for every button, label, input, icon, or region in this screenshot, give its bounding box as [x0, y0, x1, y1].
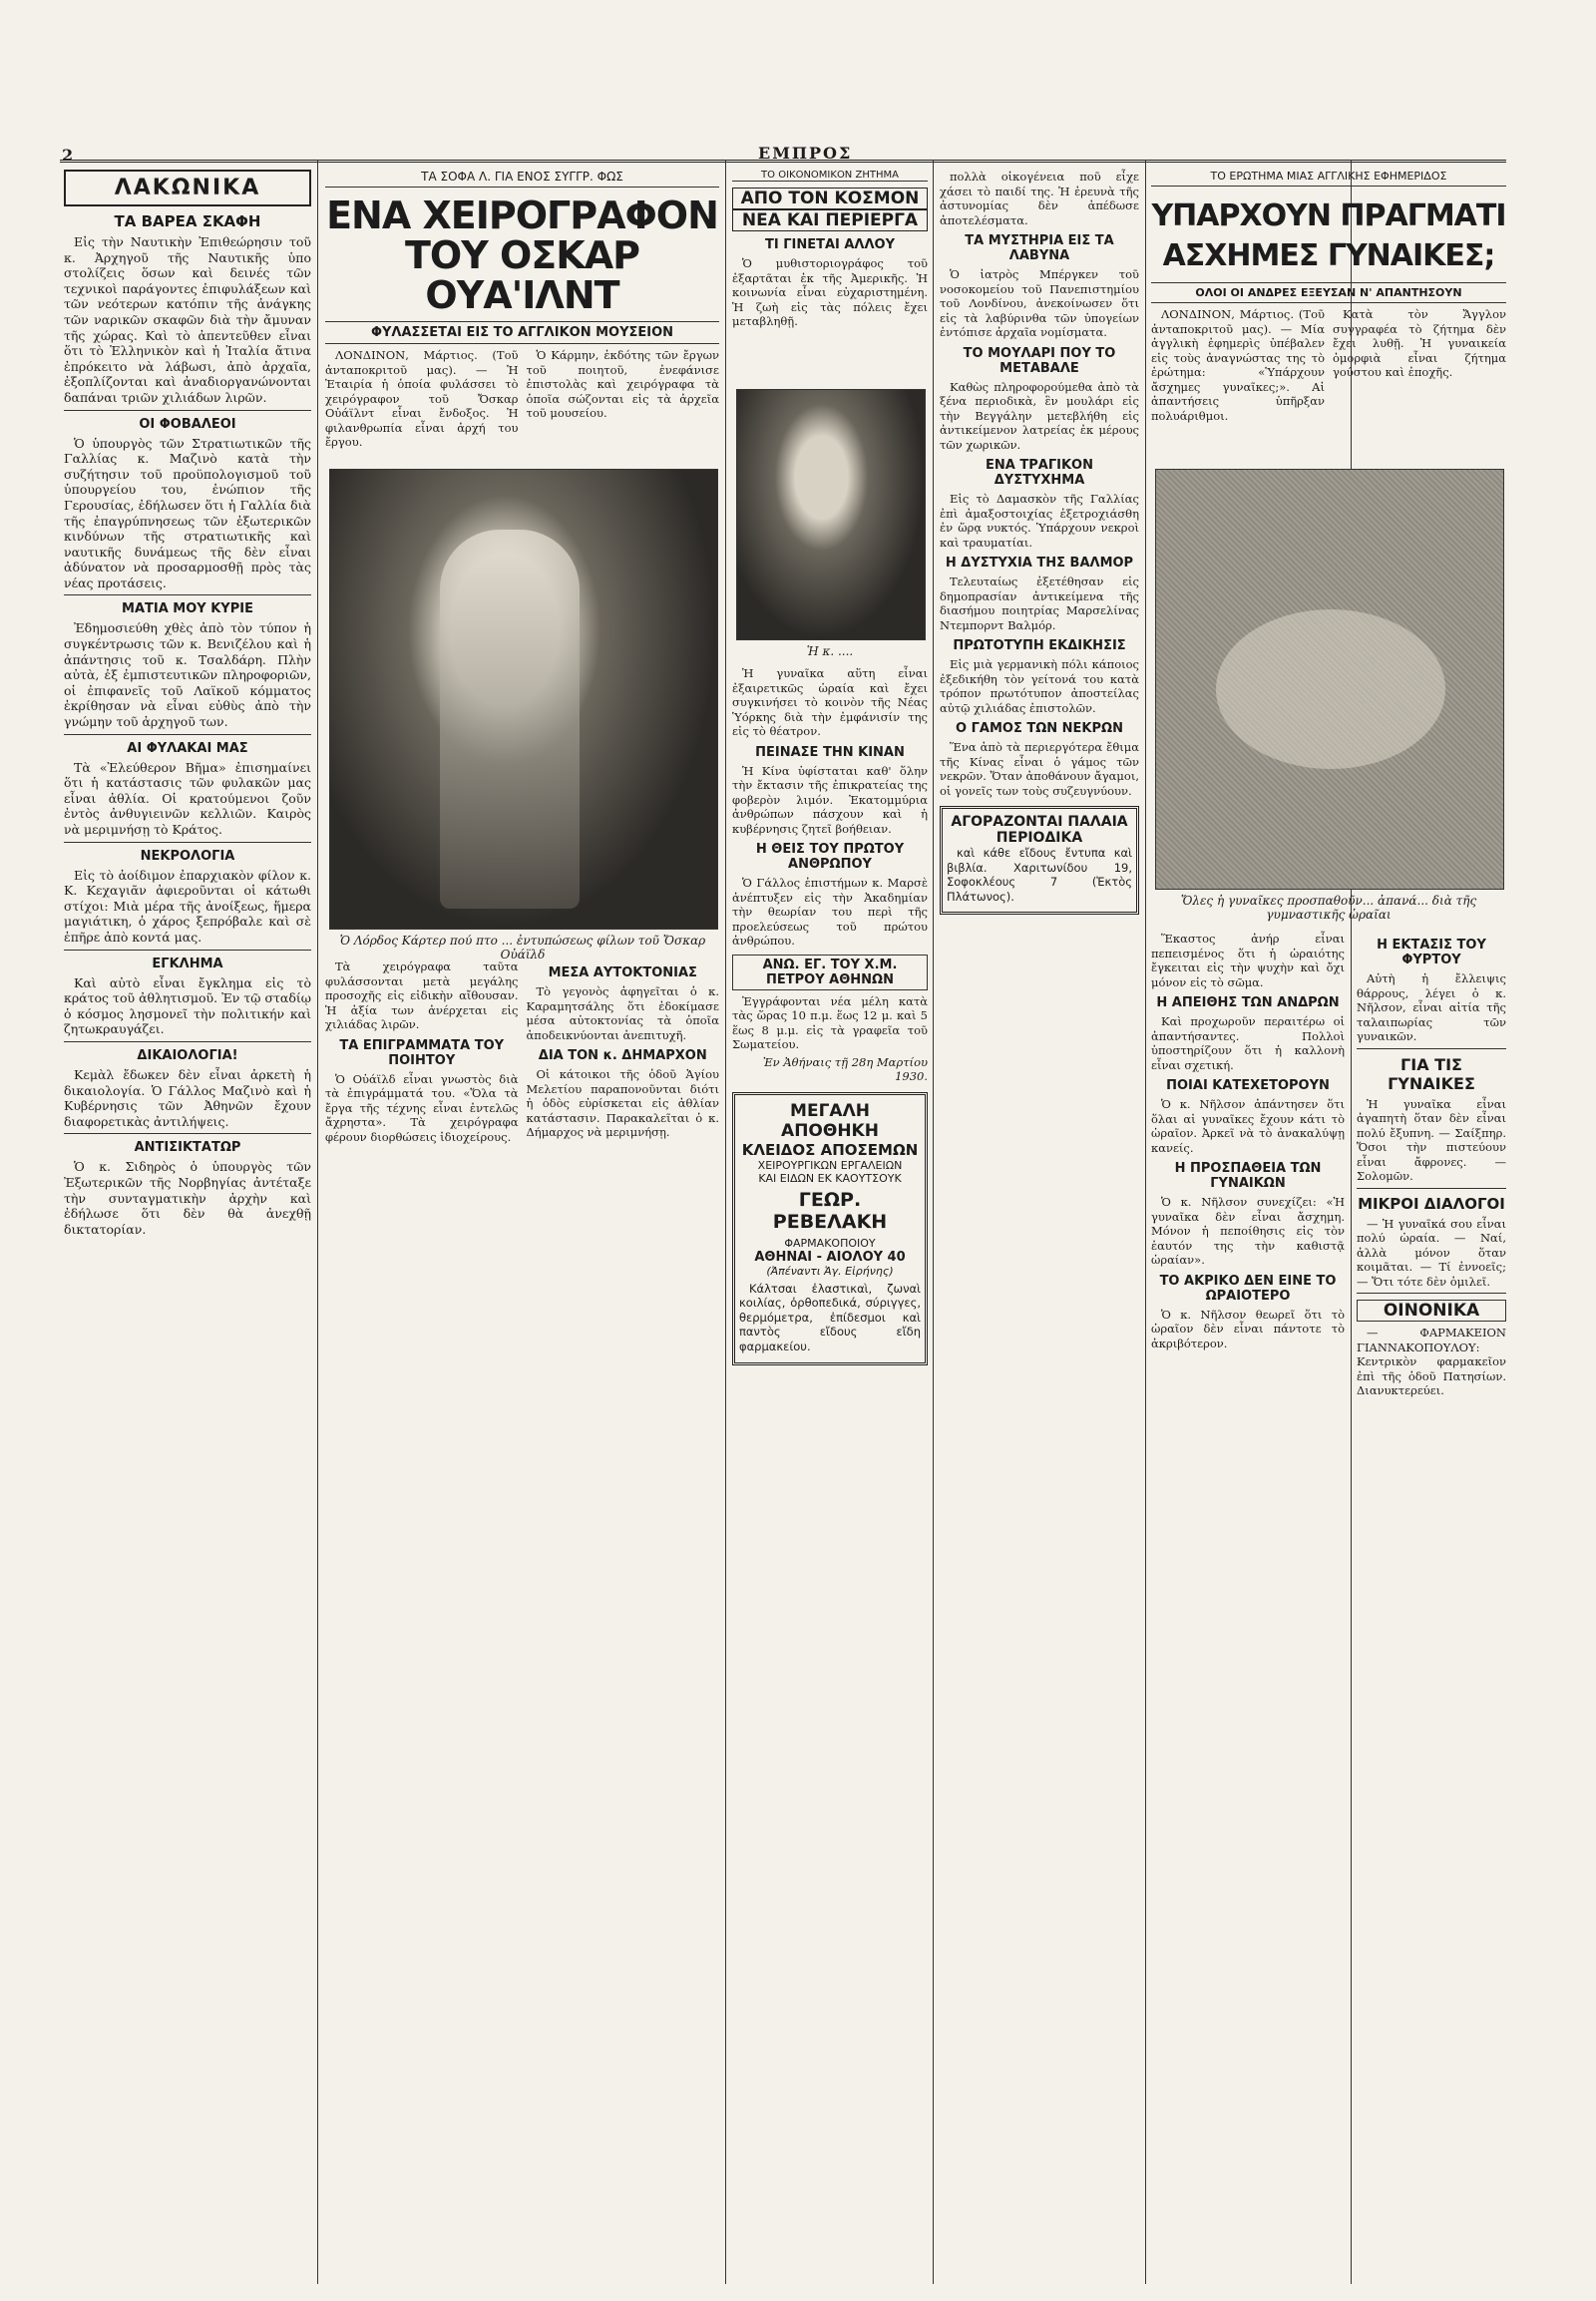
- headline: ΑΠΟ ΤΟΝ ΚΟΣΜΟΝ: [732, 188, 928, 209]
- article-ugly-women: [1151, 170, 1506, 426]
- article-title: ΠΡΩΤΟΤΥΠΗ ΕΚΔΙΚΗΣΙΣ: [953, 638, 1126, 653]
- article-text: ΛΟΝΔΙΝΟΝ, Μάρτιος. (Τοῦ ἀνταποκριτοῦ μας). — Μία ἀγγλικὴ ἐφημερὶς ὑπέβαλεν εἰς τοὺς ἀναγνώστας της τὸ ἐρώτημα: «Ὑπάρχουν ἄσχημες γυναῖκες;». Αἱ ἀπαντήσεις ὑπῆρξαν πολυάριθμοι.: [1151, 307, 1325, 423]
- headline: ΥΠΑΡΧΟΥΝ ΠΡΑΓΜΑΤΙ: [1151, 198, 1506, 233]
- ad-line: ΦΑΡΜΑΚΟΠΟΙΟΥ: [784, 1236, 876, 1250]
- column-rule: [317, 160, 318, 2284]
- article-title: Η ΘΕΙΣ ΤΟΥ ΠΡΩΤΟΥ ΑΝΘΡΩΠΟΥ: [755, 842, 905, 872]
- article-title: ΜΕΣΑ ΑΥΤΟΚΤΟΝΙΑΣ: [548, 965, 697, 980]
- article-title: ΑΝΩ. ΕΓ. ΤΟΥ Χ.Μ. ΠΕΤΡΟΥ ΑΘΗΝΩΝ: [732, 955, 928, 990]
- article-text: ΛΟΝΔΙΝΟΝ, Μάρτιος. (Τοῦ ἀνταποκριτοῦ μας). — Ἡ Ἐταιρία ἡ ὁποία φυλάσσει τὸ χειρόγραφον τοῦ Ὄσκαρ Οὐάϊλντ εἶναι ἔνδοξος. Ἡ φιλανθρωπία εἶναι ἀρχή του ἔργου.: [325, 348, 519, 449]
- column-lakonika: [64, 170, 311, 1240]
- article-text: Ἡ γυναῖκα αὕτη εἶναι ἐξαιρετικῶς ὡραία καὶ ἔχει συγκινήσει τὸ κοινὸν τῆς Νέας Ὑόρκης διὰ τὴν ἐμφάνισίν της εἰς τὸ θέατρον.: [732, 666, 928, 738]
- article-world-news: [732, 170, 928, 332]
- article-text: Ὁ μυθιστοριογράφος τοῦ ἐξαρτᾶται ἐκ τῆς Ἀμερικῆς. Ἡ κοινωνία εἶναι εὐχαριστημένη. Ἡ ζωὴ εἰς τὰς πόλεις ἔχει μεταβληθῇ.: [732, 256, 928, 328]
- ad-line: ΚΑΙ ΕΙΔΩΝ ΕΚ ΚΑΟΥΤΣΟΥΚ: [758, 1171, 902, 1185]
- article-text: Ὁ κ. Σιδηρὸς ὁ ὑπουργὸς τῶν Ἐξωτερικῶν τῆς Νορβηγίας ἀντέταξε τὴν συνταγματικὴν ἀρχὴν καὶ ἐδήλωσε ὅτι δὲν θὰ ἀνεχθῇ δικτατορίαν.: [64, 1159, 311, 1237]
- article-text: Ὁ κ. Νῆλσον θεωρεῖ ὅτι τὸ ὡραῖον δὲν εἶναι πάντοτε τὸ ἀκριβότερον.: [1151, 1307, 1345, 1350]
- column-women-quotes: [1357, 932, 1506, 1401]
- article-text: Ἕνα ἀπὸ τὰ περιεργότερα ἔθιμα τῆς Κίνας εἶναι ὁ γάμος τῶν νεκρῶν. Ὅταν ἀποθάνουν ἄγαμοι, οἱ γονεῖς των τοὺς συζευγνύουν.: [940, 740, 1139, 798]
- masthead-rule: [60, 160, 1506, 163]
- article-text: Ὁ ἰατρὸς Μπέργκεν τοῦ νοσοκομείου τοῦ Πανεπιστημίου τοῦ Λονδίνου, ἀνεκοίνωσεν ὅτι εἰς τὰ λαβύρινθα τῶν ὑπογείων ἐντόπισε ἀρχαῖα νομίσματα.: [940, 267, 1139, 339]
- article-text: Τὰ χειρόγραφα ταῦτα φυλάσσονται μετὰ μεγάλης προσοχῆς εἰς εἰδικὴν αἴθουσαν. Ἡ ἀξία των ἀνέρχεται εἰς χιλιάδας λιρῶν.: [325, 959, 519, 1031]
- article-title: ΤΟ ΑΚΡΙΚΟ ΔΕΝ ΕΙΝΕ ΤΟ ΩΡΑΙΟΤΕΡΟ: [1159, 1273, 1337, 1304]
- ad-note: (Ἀπέναντι Ἁγ. Εἰρήνης): [766, 1264, 894, 1278]
- photo-caption: Ὅλες ἡ γυναῖκες προσπαθοῦν... ἀπανά... διὰ τῆς γυμναστικῆς ὡραῖαι: [1180, 894, 1477, 922]
- article-text: — ΦΑΡΜΑΚΕΙΟΝ ΓΙΑΝΝΑΚΟΠΟΥΛΟΥ: Κεντρικὸν φαρμακεῖον ἐπὶ τῆς ὁδοῦ Πατησίων. Διανυκτερεύει.: [1357, 1326, 1506, 1397]
- article-title: ΜΙΚΡΟΙ ΔΙΑΛΟΓΟΙ: [1358, 1194, 1505, 1213]
- article-world-news-continued: [732, 666, 928, 1365]
- article-kicker: ΤΟ ΕΡΩΤΗΜΑ ΜΙΑΣ ΑΓΓΛΙΚΗΣ ΕΦΗΜΕΡΙΔΟΣ: [1151, 170, 1506, 187]
- photo-woman: [736, 389, 926, 640]
- photo-caption: Ὁ Λόρδος Κάρτερ πού πτο ... ἐντυπώσεως φίλων τοῦ Ὄσκαρ Οὐάϊλδ: [339, 934, 706, 961]
- article-text: Αὐτὴ ἡ ἔλλειψις θάρρους, λέγει ὁ κ. Νῆλσον, εἶναι αἰτία τῆς ταλαιπωρίας τῶν γυναικῶν.: [1357, 971, 1506, 1043]
- section-title: ΛΑΚΩΝΙΚΑ: [64, 170, 311, 206]
- article-text: Ὁ κ. Νῆλσον συνεχίζει: «Ἡ γυναῖκα δὲν εἶναι ἄσχημη. Μόνον ἡ πεποίθησις εἰς τὸν ἑαυτόν της τὴν καθιστᾷ ὡραίαν».: [1151, 1195, 1345, 1267]
- article-title: ΜΑΤΙΑ ΜΟΥ ΚΥΡΙΕ: [122, 601, 253, 617]
- article-text: Ὁ Κάρμην, ἐκδότης τῶν ἔργων τοῦ ποιητοῦ, ἐνεφάνισε ἐπιστολὰς καὶ χειρόγραφα τὰ ὁποῖα σώζονται εἰς τὰ ἀρχεῖα τοῦ μουσείου.: [526, 348, 719, 420]
- ad-text: καὶ κάθε εἴδους ἔντυπα καὶ βιβλία. Χαριτωνίδου 19, Σοφοκλέους 7 (Ἑκτὸς Πλάτωνος).: [947, 846, 1132, 904]
- article-title: Η ΕΚΤΑΣΙΣ ΤΟΥ ΦΥΡΤΟΥ: [1377, 938, 1486, 967]
- article-title: ΟΙΝΟΝΙΚΑ: [1357, 1300, 1506, 1322]
- article-text: Εἰς τὴν Ναυτικὴν Ἐπιθεώρησιν τοῦ κ. Ἀρχηγοῦ τῆς Ναυτικῆς ὑπο στολίζεις ὅσων καὶ δεινές τῶν τεχνικοὶ παράγοντες ἐπιφυλάξεων καὶ τῶν νεότερων κατόπιν τῆς ἀνάγκης τῶν ναρικῶν σκαφῶν διὰ τὴν ἄμυναν τῆς χώρας. Καὶ τὸ ἀπεντεῦθεν εἶναι ὅτι τὸ Ἑλληνικὸν καὶ ἡ Ἰταλία ἄτινα ἐπρόκειτο νὰ λάβωσι, ἀπὸ ἀρχαῖα, ἐξοπλίζονται καὶ ἀναδιοργανώνονται δαπάναι τριῶν χιλιάδων λιρῶν.: [64, 234, 311, 405]
- column-misc-news: [940, 170, 1139, 915]
- headline: ΝΕΑ ΚΑΙ ΠΕΡΙΕΡΓΑ: [732, 209, 928, 231]
- article-title: ΟΙ ΦΟΒΑΛΕΟΙ: [139, 416, 236, 432]
- headline: ΕΝΑ ΧΕΙΡΟΓΡΑΦΟΝ: [326, 193, 718, 237]
- article-title: ΔΙΑ ΤΟΝ κ. ΔΗΜΑΡΧΟΝ: [538, 1048, 707, 1063]
- article-title: ΓΙΑ ΤΙΣ ΓΥΝΑΙΚΕΣ: [1388, 1054, 1475, 1093]
- photo-caption: Ἡ κ. ....: [806, 644, 854, 658]
- article-text: Οἱ κάτοικοι τῆς ὁδοῦ Ἁγίου Μελετίου παραπονοῦνται διότι ἡ ὁδὸς εὑρίσκεται εἰς ἀθλίαν κατάστασιν. Παρακαλεῖται ὁ κ. Δήμαρχος νὰ μεριμνήσῃ.: [526, 1067, 719, 1139]
- advertisement-periodicals: [940, 806, 1139, 915]
- article-title: Η ΠΡΟΣΠΑΘΕΙΑ ΤΩΝ ΓΥΝΑΙΚΩΝ: [1174, 1161, 1322, 1191]
- article-title: Η ΑΠΕΙΘΗΣ ΤΩΝ ΑΝΔΡΩΝ: [1156, 995, 1340, 1010]
- article-ugly-women-continued: [1151, 932, 1345, 1353]
- article-title: ΑΙ ΦΥΛΑΚΑΙ ΜΑΣ: [127, 740, 248, 756]
- article-text: Καθὼς πληροφορούμεθα ἀπὸ τὰ ξένα περιοδικὰ, ἓν μουλάρι εἰς τὴν Βεγγάλην μετεβλήθη εἰς ἀντικείμενον λατρείας ἐκ μέρους τῶν χωρικῶν.: [940, 379, 1139, 452]
- article-title: ΝΕΚΡΟΛΟΓΙΑ: [140, 848, 235, 864]
- article-text: Τὰ «Ἐλεύθερον Βῆμα» ἐπισημαίνει ὅτι ἡ κατάστασις τῶν φυλακῶν μας εἶναι ἀθλία. Οἱ κρατούμενοι ζοῦν ἐντὸς ἀνθυγιεινῶν κελλιῶν. Καιρὸς νὰ μεριμνήσῃ τὸ Κράτος.: [64, 759, 311, 837]
- article-title: ΤΑ ΕΠΙΓΡΑΜΜΑΤΑ ΤΟΥ ΠΟΙΗΤΟΥ: [339, 1037, 505, 1068]
- article-text: Καὶ αὐτὸ εἶναι ἔγκλημα εἰς τὸ κράτος τοῦ ἀθλητισμοῦ. Ἐν τῷ σταδίῳ ὁ κόσμος λησμονεῖ τὴν πολιτικήν καὶ ζητωκραυγάζει.: [64, 974, 311, 1037]
- article-title: ΤΟ ΜΟΥΛΑΡΙ ΠΟΥ ΤΟ ΜΕΤΑΒΑΛΕ: [963, 345, 1116, 376]
- article-text: Ἕκαστος ἀνήρ εἶναι πεπεισμένος ὅτι ἡ ὡραιότης ἔγκειται εἰς τὴν ψυχὴν καὶ ὄχι μόνον εἰς τὸ σῶμα.: [1151, 932, 1345, 989]
- article-text: Ὁ ὑπουργὸς τῶν Στρατιωτικῶν τῆς Γαλλίας κ. Μαζινὸ κατὰ τὴν συζήτησιν τοῦ προϋπολογισμοῦ τοῦ ὑπουργείου του, ἐνώπιον τῆς Γερουσίας, ἐδήλωσεν ὅτι ἡ Γαλλία διὰ τῆς ἐπαγρύπνησεως τῶν ἐξωτερικῶν κινδύνων τῆς στρατιωτικῆς καὶ ναυτικῆς δυνάμεως τῆς δὲν εἶναι ἀδύνατον νὰ προσαρμοσθῇ πρὸς τὰς νέας προτάσεις.: [64, 435, 311, 590]
- column-rule: [1145, 160, 1146, 2284]
- article-text: Ἐγγράφονται νέα μέλη κατὰ τὰς ὥρας 10 π.μ. ἕως 12 μ. καὶ 5 ἕως 8 μ.μ. εἰς τὰ γραφεῖα τοῦ Σωματείου.: [732, 993, 928, 1051]
- article-kicker: ΤΑ ΣΟΦΑ Λ. ΓΙΑ ΕΝΟΣ ΣΥΓΓΡ. ΦΩΣ: [325, 170, 719, 188]
- article-text: — Ἡ γυναῖκά σου εἶναι πολύ ὡραία. — Ναί, ἀλλὰ μόνον ὅταν κοιμᾶται. — Τί ἐννοεῖς; — Ὅτι τότε δὲν ὁμιλεῖ.: [1357, 1216, 1506, 1289]
- article-wilde-continued: [325, 959, 719, 1147]
- subheadline: ΦΥΛΑΣΣΕΤΑΙ ΕΙΣ ΤΟ ΑΓΓΛΙΚΟΝ ΜΟΥΣΕΙΟΝ: [325, 321, 719, 344]
- article-text: Κεμὰλ ἔδωκεν δὲν εἶναι ἀρκετὴ ἡ δικαιολογία. Ὁ Γάλλος Μαζινὸ καὶ ἡ Κυβέρνησις τῶν Ἀθηνῶν ἔχουν διαφορετικὰς ἀντιλήψεις.: [64, 1066, 311, 1129]
- subheadline: ΤΙ ΓΙΝΕΤΑΙ ΑΛΛΟΥ: [764, 237, 896, 252]
- article-text: Ἐδημοσιεύθη χθὲς ἀπὸ τὸν τύπον ἡ συγκέντρωσις τῶν κ. Βενιζέλου καὶ ἡ ἀπάντησις τοῦ κ. Τσαλδάρη. Πλὴν αὐτὰ, ἐξ ἐμπιστευτικῶν πληροφοριῶν, οἱ ἐπιφανεῖς τοῦ Λαϊκοῦ κόμματος ἐκρίθησαν νὰ εἶναι εὐθὺς ἀπὸ τὴν γνώμην τοῦ ἀρχηγοῦ των.: [64, 620, 311, 730]
- page-number: 2: [62, 146, 74, 165]
- article-text: Τελευταίως ἐξετέθησαν εἰς δημοπρασίαν ἀντικείμενα τῆς διασήμου ποιητρίας Μαρσελίνας Ντεμπορντ Βαλμόρ.: [940, 575, 1139, 632]
- headline: ΤΟΥ ΟΣΚΑΡ ΟΥΑ'ΙΛΝΤ: [405, 233, 639, 317]
- column-rule: [933, 160, 934, 2284]
- article-title: ΤΑ ΜΥΣΤΗΡΙΑ ΕΙΣ ΤΑ ΛΑΒΥΝΑ: [965, 233, 1114, 263]
- subheadline: ΟΛΟΙ ΟΙ ΑΝΔΡΕΣ ΕΞΕΥΣΑΝ Ν' ΑΠΑΝΤΗΣΟΥΝ: [1151, 282, 1506, 303]
- article-title: ΕΝΑ ΤΡΑΓΙΚΟΝ ΔΥΣΤΥΧΗΜΑ: [986, 458, 1093, 488]
- ad-title: ΜΕΓΑΛΗ ΑΠΟΘΗΚΗ: [781, 1100, 879, 1141]
- article-text: Ὁ Γάλλος ἐπιστήμων κ. Μαρσὲ ἀνέπτυξεν εἰς τὴν Ἀκαδημίαν τὴν θεωρίαν του περὶ τῆς προελεύσεως τοῦ πρώτου ἀνθρώπου.: [732, 876, 928, 948]
- article-title: ΕΓΚΛΗΜΑ: [152, 956, 223, 971]
- column-rule: [725, 160, 726, 2284]
- ad-title: ΚΛΕΙΔΟΣ ΑΠΟΣΕΜΩΝ: [741, 1140, 919, 1159]
- article-kicker: ΤΟ ΟΙΚΟΝΟΜΙΚΟΝ ΖΗΤΗΜΑ: [732, 170, 928, 182]
- article-text: Εἰς μιὰ γερμανικὴ πόλι κάποιος ἐξεδικήθη τὸν γείτονά του κατὰ τρόπον πρωτότυπον ἀποστείλας αὐτῷ χιλιάδας ἐπιστολῶν.: [940, 657, 1139, 715]
- photo-women-exercise: [1155, 469, 1504, 890]
- ad-line: ΧΕΙΡΟΥΡΓΙΚΩΝ ΕΡΓΑΛΕΙΩΝ: [757, 1158, 903, 1172]
- article-title: ΠΕΙΝΑΣΕ ΤΗΝ ΚΙΝΑΝ: [755, 744, 905, 760]
- article-title: ΠΟΙΑΙ ΚΑΤΕΧΕΤΟΡΟΥΝ: [1166, 1078, 1330, 1093]
- headline: ΑΣΧΗΜΕΣ ΓΥΝΑΙΚΕΣ;: [1162, 238, 1495, 273]
- photo-lord-carter: [329, 469, 718, 930]
- ad-text: Κάλτσαι ἐλαστικαὶ, ζωναὶ κοιλίας, ὀρθοπεδικά, σύριγγες, θερμόμετρα, ἐπίδεσμοι καὶ παντὸς εἴδους εἴδη φαρμακείου.: [739, 1281, 921, 1353]
- article-text: Τὸ γεγονὸς ἀφηγεῖται ὁ κ. Καραμητσάλης ὅτι ἐδοκίμασε μέσα αὐτοκτονίας τὰ ὁποῖα ἀποδεικνύονται ἀνεπιτυχῆ.: [526, 984, 719, 1042]
- ad-address: ΑΘΗΝΑΙ - ΑΙΟΛΟΥ 40: [754, 1249, 906, 1265]
- paper-name: ΕΜΠΡΟΣ: [758, 144, 853, 163]
- notice-date: Ἐν Ἀθήναις τῇ 28η Μαρτίου 1930.: [762, 1054, 928, 1083]
- article-text: Ἡ γυναῖκα εἶναι ἀγαπητὴ ὅταν δὲν εἶναι πολύ ἔξυπνη. — Σαίξπηρ. Ὅσοι τὴν πιστεύουν εἶναι ἄφρονες. — Σολομῶν.: [1357, 1096, 1506, 1183]
- ad-title: ΑΓΟΡΑΖΟΝΤΑΙ ΠΑΛΑΙΑ ΠΕΡΙΟΔΙΚΑ: [951, 814, 1128, 846]
- advertisement-revelakis: [732, 1092, 928, 1366]
- article-title: ΑΝΤΙΣΙΚΤΑΤΩΡ: [134, 1140, 241, 1156]
- article-title: ΤΑ ΒΑΡΕΑ ΣΚΑΦΗ: [114, 212, 261, 230]
- article-text: Κατὰ τὸν Ἄγγλον συγγραφέα τὸ ζήτημα δὲν ἔχει λυθῇ. Ἡ γυναικεία ὀμορφιὰ εἶναι ζήτημα γούστου καὶ ἐποχῆς.: [1333, 307, 1506, 379]
- article-text: Εἰς τὸ Δαμασκὸν τῆς Γαλλίας ἐπὶ ἀμαξοστοιχίας ἐξετροχιάσθη ἐν ὥρᾳ νυκτός. Ὑπάρχουν νεκροὶ καὶ τραυματίαι.: [940, 492, 1139, 550]
- article-title: ΔΙΚΑΙΟΛΟΓΙΑ!: [137, 1047, 238, 1063]
- article-text: πολλὰ οἰκογένεια ποῦ εἶχε χάσει τὸ παιδί της. Ἡ ἐρευνὰ τῆς ἀστυνομίας δὲν ἀπέδωσε ἀποτελέσματα.: [940, 170, 1139, 227]
- article-text: Ἡ Κίνα ὑφίσταται καθ' ὅλην τὴν ἔκτασιν τῆς ἐπικρατείας της φοβερὸν λιμόν. Ἑκατομμύρια ἀνθρώπων πάσχουν καὶ ἡ κυβέρνησις ζητεῖ βοήθειαν.: [732, 763, 928, 836]
- article-text: Εἰς τὸ ἀοίδιμον ἐπαρχιακὸν φίλον κ. Κ. Κεχαγιᾶν ἀφιεροῦνται οἱ κάτωθι στίχοι: Μιὰ μέρα τῆς ἀνοίξεως, ἥμερα μαγιάτικη, ὁ χάρος ξεπρόβαλε καὶ σὲ ἐπῆρε ἀπὸ κοντά μας.: [64, 867, 311, 945]
- article-text: Ὁ Οὐάϊλδ εἶναι γνωστὸς διὰ τὰ ἐπιγράμματά του. «Ὅλα τὰ ἔργα τῆς τέχνης εἶναι ἐντελῶς ἄχρηστα». Τὰ χειρόγραφα φέρουν διορθώσεις ἰδιοχείρους.: [325, 1071, 519, 1144]
- ad-name: ΓΕΩΡ. ΡΕΒΕΛΑΚΗ: [772, 1188, 888, 1233]
- article-wilde: [325, 170, 719, 453]
- article-text: Καὶ προχωροῦν περαιτέρω οἱ ἀπαντήσαντες. Πολλοὶ ὑποστηρίζουν ὅτι ἡ καλλονὴ εἶναι σχετική.: [1151, 1014, 1345, 1072]
- article-title: Ο ΓΑΜΟΣ ΤΩΝ ΝΕΚΡΩΝ: [956, 721, 1123, 736]
- article-text: Ὁ κ. Νῆλσον ἀπάντησεν ὅτι ὅλαι αἱ γυναῖκες ἔχουν κάτι τὸ ὡραῖον. Ἀρκεῖ νὰ τὸ ἀνακαλύψῃ κανείς.: [1151, 1097, 1345, 1155]
- article-title: Η ΔΥΣΤΥΧΙΑ ΤΗΣ ΒΑΛΜΟΡ: [945, 556, 1134, 571]
